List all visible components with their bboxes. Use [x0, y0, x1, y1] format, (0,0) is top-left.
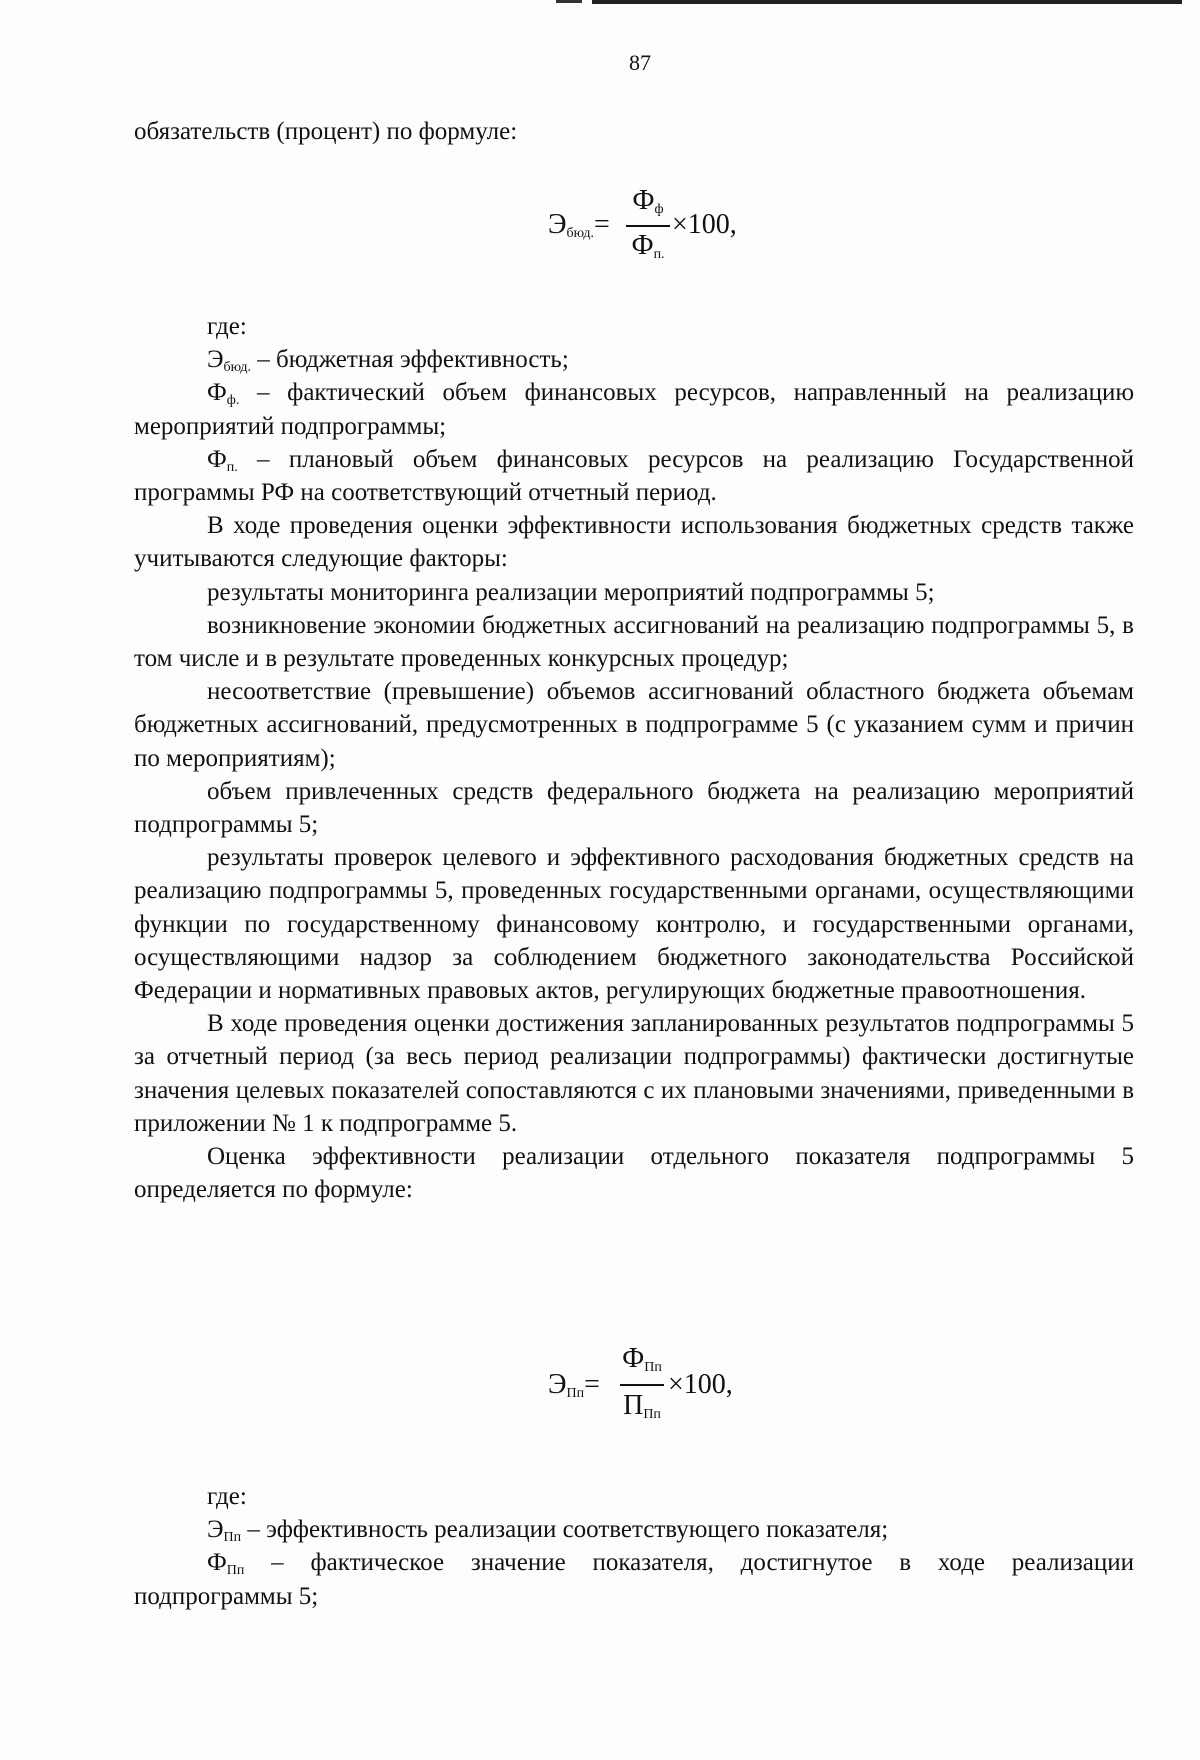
formula1-numerator: $Ф_ф$	[632, 185, 664, 217]
body-text-2	[134, 1480, 1134, 1613]
factor-item: результаты мониторинга реализации мероприятий подпрограммы 5;	[207, 578, 935, 606]
formula1-denominator: $Ф_{п.}$	[631, 230, 665, 262]
where-label-2: где:	[207, 1483, 247, 1510]
intro-block	[134, 115, 1134, 148]
formula1-fraction-bar	[626, 225, 670, 227]
formula1-lhs: $Э_{бюд.}=$	[548, 209, 610, 241]
intro-text: обязательств (процент) по формуле:	[134, 118, 518, 145]
para-evaluation: Оценка эффективности реализации отдельного показателя подпрограммы 5 определяется по формуле:	[134, 1143, 1134, 1204]
page-number: 87	[629, 50, 651, 75]
formula2-numerator: $Ф_{Пп}$	[622, 1343, 662, 1375]
def-planned-volume: $Ф_{п.}$ – плановый объем финансовых ресурсов на реализацию Государственной программы РФ на соответствующий отчетный период.	[134, 445, 1134, 507]
body-text	[134, 310, 1134, 1206]
factor-item: несоответствие (превышение) объемов ассигнований областного бюджета объемам бюджетных ассигнований, предусмотренных в подпрограмме 5 (с указанием сумм и причин по мероприятиям);	[134, 678, 1134, 772]
factor-item: возникновение экономии бюджетных ассигнований на реализацию подпрограммы 5, в том числе и в результате проведенных конкурсных процедур;	[134, 611, 1134, 673]
formula2-denominator: $П_{Пп}$	[623, 1390, 661, 1422]
para-factors-intro: В ходе проведения оценки эффективности использования бюджетных средств также учитываются следующие факторы:	[134, 512, 1134, 573]
where-label-1: где:	[207, 313, 247, 340]
formula2-lhs: $Э_{Пп}=$	[548, 1369, 600, 1401]
def-actual-volume: $Ф_{ф.}$ – фактический объем финансовых ресурсов, направленный на реализацию мероприятий подпрограммы;	[134, 379, 1134, 440]
def-indicator-actual: $Ф_{Пп}$ – фактическое значение показателя, достигнутое в ходе реализации подпрограммы 5;	[134, 1549, 1134, 1610]
factor-item: объем привлеченных средств федерального бюджета на реализацию мероприятий подпрограммы 5;	[134, 777, 1134, 839]
formula-indicator-efficiency	[548, 1340, 748, 1430]
formula2-fraction	[620, 1340, 664, 1430]
factor-item: результаты проверок целевого и эффективного расходования бюджетных средств на реализацию подпрограммы 5, проведенных государственными органами, осуществляющими функции по государственному финансовому контролю, и государственными органами, осуществляющими надзор за соблюдением бюджетного законодательства Российской Федерации и нормативных правовых актов, регулирующих бюджетные правоотношения.	[134, 844, 1134, 1005]
formula2-multiplier: ×100,	[668, 1369, 733, 1400]
formula1-multiplier: ×100,	[672, 209, 737, 240]
formula-budget-efficiency	[548, 182, 748, 272]
top-rule-short	[556, 0, 582, 3]
def-indicator-efficiency: $Э_{Пп}$ – эффективность реализации соответствующего показателя;	[207, 1516, 889, 1546]
para-results: В ходе проведения оценки достижения запланированных результатов подпрограммы 5 за отчетный период (за весь период реализации подпрограммы) фактически достигнутые значения целевых показателей сопоставляются с их плановыми значениями, приведенными в приложении № 1 к подпрограмме 5.	[134, 1010, 1134, 1137]
formula1-fraction	[626, 182, 670, 272]
def-budget-efficiency: $Э_{бюд.}$ – бюджетная эффективность;	[207, 346, 569, 376]
formula2-fraction-bar	[620, 1384, 664, 1386]
top-rule	[592, 0, 1182, 4]
